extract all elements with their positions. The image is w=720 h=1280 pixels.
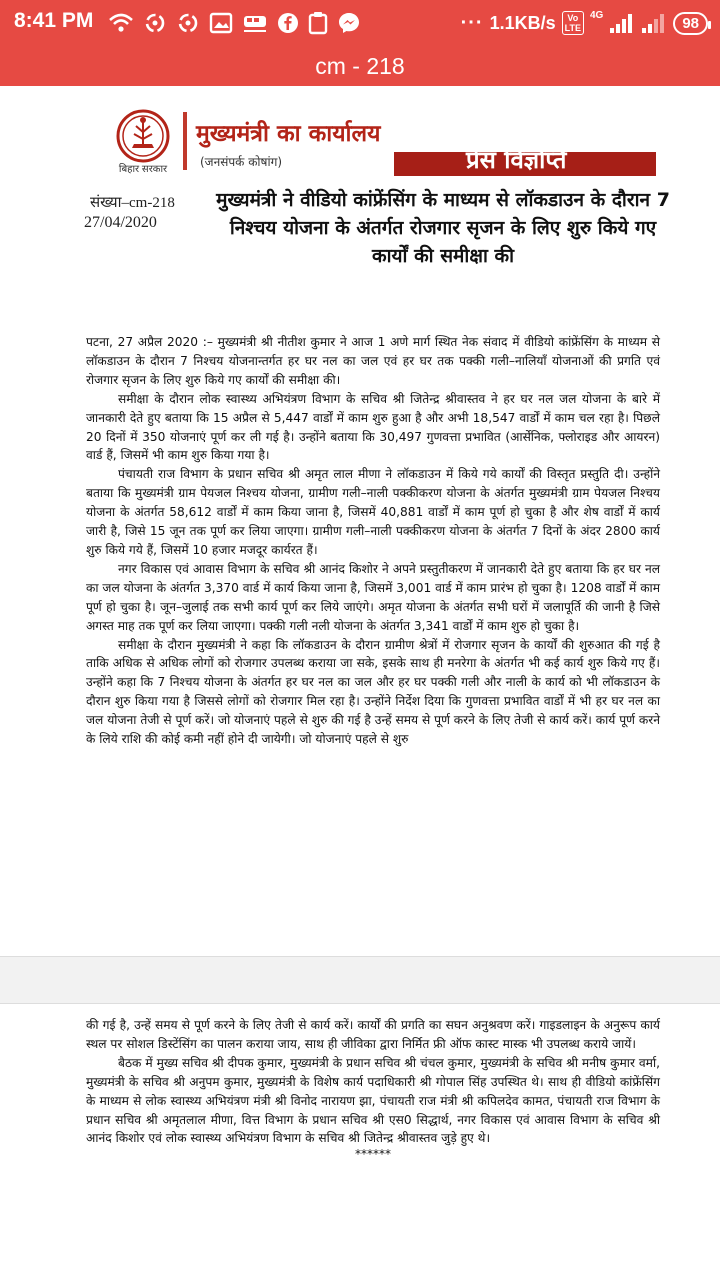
press-headline: मुख्यमंत्री ने वीडियो कांफ्रेंसिंग के माध्यम से लॉकडाउन के दौरान 7 निश्चय योजना के अंतर्गत रोजगार सृजन के लिए शुरु किये गए कार्यों की समीक्षा की	[216, 189, 670, 267]
reference-number: संख्या–cm-218	[90, 195, 175, 211]
signal-icon	[609, 12, 635, 34]
sync-icon-2	[176, 11, 200, 35]
bihar-govt-emblem-icon	[108, 106, 178, 190]
document-title: cm - 218	[315, 53, 405, 79]
wifi-call-icon	[108, 12, 134, 34]
status-system-icons	[461, 8, 708, 38]
press-release-label: प्रेस विज्ञप्ति	[466, 145, 567, 174]
body-paragraph: समीक्षा के दौरान मुख्यमंत्री ने कहा कि लॉकडाउन के दौरान ग्रामीण श्रेत्रों में रोजगार सृजन के कार्यों की शुरुआत की गई है ताकि अधिक से अधिक लोगों को रोजगार उपलब्ध कराया जा सके, इसके साथ ही मनरेगा के अंतर्गत भी कई कार्य शुरु किये गए हैं। उन्होंने कहा कि 7 निश्चय योजना के अंतर्गत हर घर नल का जल और हर घर पक्की गली और नाली के कार्य को भी लॉकडाउन के दौरान शुरु किया गया है जिससे लोगों को रोजगार मिल रहा है। उन्होंने निर्देश दिया कि गुणवत्ता प्रभावित वार्डों में भी हर घर नल का जल योजना तेजी से पूर्ण करें। जो योजनाएं पहले से शुरु की गई है उन्हें समय से पूर्ण करने के लिए तेजी से कार्य करें। कार्य पूर्ण करने के लिये राशि की कोई कमी नहीं होने दी जायेगी। जो योजनाएं पहले से शुरु	[86, 637, 660, 747]
body-paragraph: पंचायती राज विभाग के प्रधान सचिव श्री अमृत लाल मीणा ने लॉकडाउन में किये गये कार्यों की विस्तृत प्रस्तुति दी। उन्होंने बताया कि मुख्यमंत्री ग्राम पेयजल निश्चय योजना, ग्रामीण गली–नाली पक्कीकरण योजना के अंतर्गत मुख्यमंत्री ग्राम पेयजल निश्चय योजना के अंतर्गत 58,612 वार्डों में काम किया जाना है, जिसमें 40,881 वार्डों में काम पूर्ण हो चुका है और शेष वार्डों में कार्य जारी है, जिसे 15 जून तक पूर्ण कर लिया जाएगा। ग्रामीण गली–नाली पक्कीकरण योजना के अंतर्गत 7 दिनों के अंदर 2800 कार्य शुरु किये गये हैं, जिसमें 10 हजार मजदूर कार्यरत हैं।	[86, 467, 660, 557]
clipboard-icon	[308, 11, 328, 35]
body-paragraph: पटना, 27 अप्रैल 2020 :– मुख्यमंत्री श्री नीतीश कुमार ने आज 1 अणे मार्ग स्थित नेक संवाद में वीडियो कांफ्रेंसिंग के माध्यम से लॉकडाउन के दौरान 7 निश्चय योजनान्तर्गत हर घर नल का जल एवं हर घर तक पक्की गली–नालियाँ योजनाओं की प्रगति एवं रोजगार सृजन के लिए शुरु किये गए कार्यों की समीक्षा की।	[86, 335, 660, 387]
image-icon	[209, 12, 233, 34]
page-separator	[0, 956, 720, 1004]
facebook-icon	[277, 12, 299, 34]
document-page[interactable]	[0, 86, 720, 1280]
status-notification-icons	[108, 8, 361, 38]
body-page-1	[86, 333, 660, 749]
letterhead-divider	[183, 112, 187, 170]
network-speed: 1.1KB/s	[489, 12, 556, 33]
body-paragraph: बैठक में मुख्य सचिव श्री दीपक कुमार, मुख्यमंत्री के प्रधान सचिव श्री चंचल कुमार, मुख्यमंत्री के सचिव श्री मनीष कुमार वर्मा, मुख्यमंत्री के सचिव श्री अनुपम कुमार, मुख्यमंत्री के विशेष कार्य पदाधिकारी श्री गोपाल सिंह उपस्थित थे। साथ ही वीडियो कांफ्रेंसिंग के माध्यम से लोक स्वास्थ्य अभियंत्रण मंत्री श्री विनोद नारायण झा, पंचायती राज मंत्री श्री कपिलदेव कामत, पंचायती राज विभाग के प्रधान सचिव श्री अमृतलाल मीणा, वित्त विभाग के प्रधान सचिव श्री एस0 सिद्धार्थ, नगर विकास एवं आवास विभाग के सचिव श्री आनंद किशोर एवं लोक स्वास्थ्य अभियंत्रण विभाग के सचिव श्री जितेन्द्र श्रीवास्तव जुड़े हुए थे।	[86, 1055, 660, 1146]
volte-icon: Vo LTE	[562, 11, 584, 35]
office-subtitle: (जनसंपर्क कोषांग)	[200, 155, 283, 169]
train-icon	[242, 12, 268, 34]
messenger-icon	[337, 11, 361, 35]
office-name: मुख्यमंत्री का कार्यालय	[196, 121, 381, 147]
status-bar	[0, 0, 720, 48]
sync-icon	[143, 11, 167, 35]
reference-date: 27/04/2020	[84, 214, 157, 231]
signal-icon-2	[641, 12, 667, 34]
logo-caption: बिहार सरकार	[118, 164, 168, 175]
body-page-2	[86, 1016, 660, 1160]
body-paragraph: की गई है, उन्हें समय से पूर्ण करने के लिए तेजी से कार्य करें। कार्यों की प्रगति का सघन अनुश्रवण करें। गाइडलाइन के अनुरूप कार्य स्थल पर सोशल डिस्टेंसिंग का पालन कराया जाय, साथ ही जीविका द्वारा निर्मित फ्री ऑफ कास्ट मास्क भी उपलब्ध कराये जायें।	[86, 1018, 660, 1051]
status-time: 8:41 PM	[14, 9, 94, 32]
body-paragraph: नगर विकास एवं आवास विभाग के सचिव श्री आनंद किशोर ने अपने प्रस्तुतीकरण में जानकारी देते हुए बताया कि हर घर नल का जल योजना के अंतर्गत 3,370 वार्ड में कार्य किया जाना है, जिसमें 3,001 वार्ड में काम प्रारंभ हो चुका है। 1208 वार्डों में काम पूर्ण हो चुका है। जून–जुलाई तक सभी कार्य पूर्ण कर लिये जाएंगे। अमृत योजना के अंतर्गत सभी घरों में जलापूर्ति की जानी है जिसे अगस्त माह तक पूर्ण कर लिया जाएगा। पक्की गली नली योजना के अंतर्गत 3,341 वार्डों में काम शुरु हो चुका है।	[86, 561, 660, 633]
battery-icon: 98	[673, 12, 708, 35]
more-notifications-icon: ···	[460, 11, 484, 34]
closing-mark: ******	[355, 1147, 391, 1162]
document-title-bar	[0, 48, 720, 86]
body-paragraph: समीक्षा के दौरान लोक स्वास्थ्य अभियंत्रण विभाग के सचिव श्री जितेन्द्र श्रीवास्तव ने हर घर नल जल योजना के बारे में जानकारी देते हुए बताया कि 15 अप्रैल से 5,447 वार्डों में काम शुरु हुआ है और अभी 18,547 वार्डों में काम चल रहा है। पिछले 20 दिनों में 350 योजनाएं पूर्ण कर ली गई है। उन्होंने बताया कि 30,497 गुणवत्ता प्रभावित (आर्सेनिक, फ्लोराइड और आयरन) वार्ड हैं, जिसमें भी काम शुरु किया गया है।	[86, 391, 660, 463]
network-type: 4G	[589, 9, 604, 21]
